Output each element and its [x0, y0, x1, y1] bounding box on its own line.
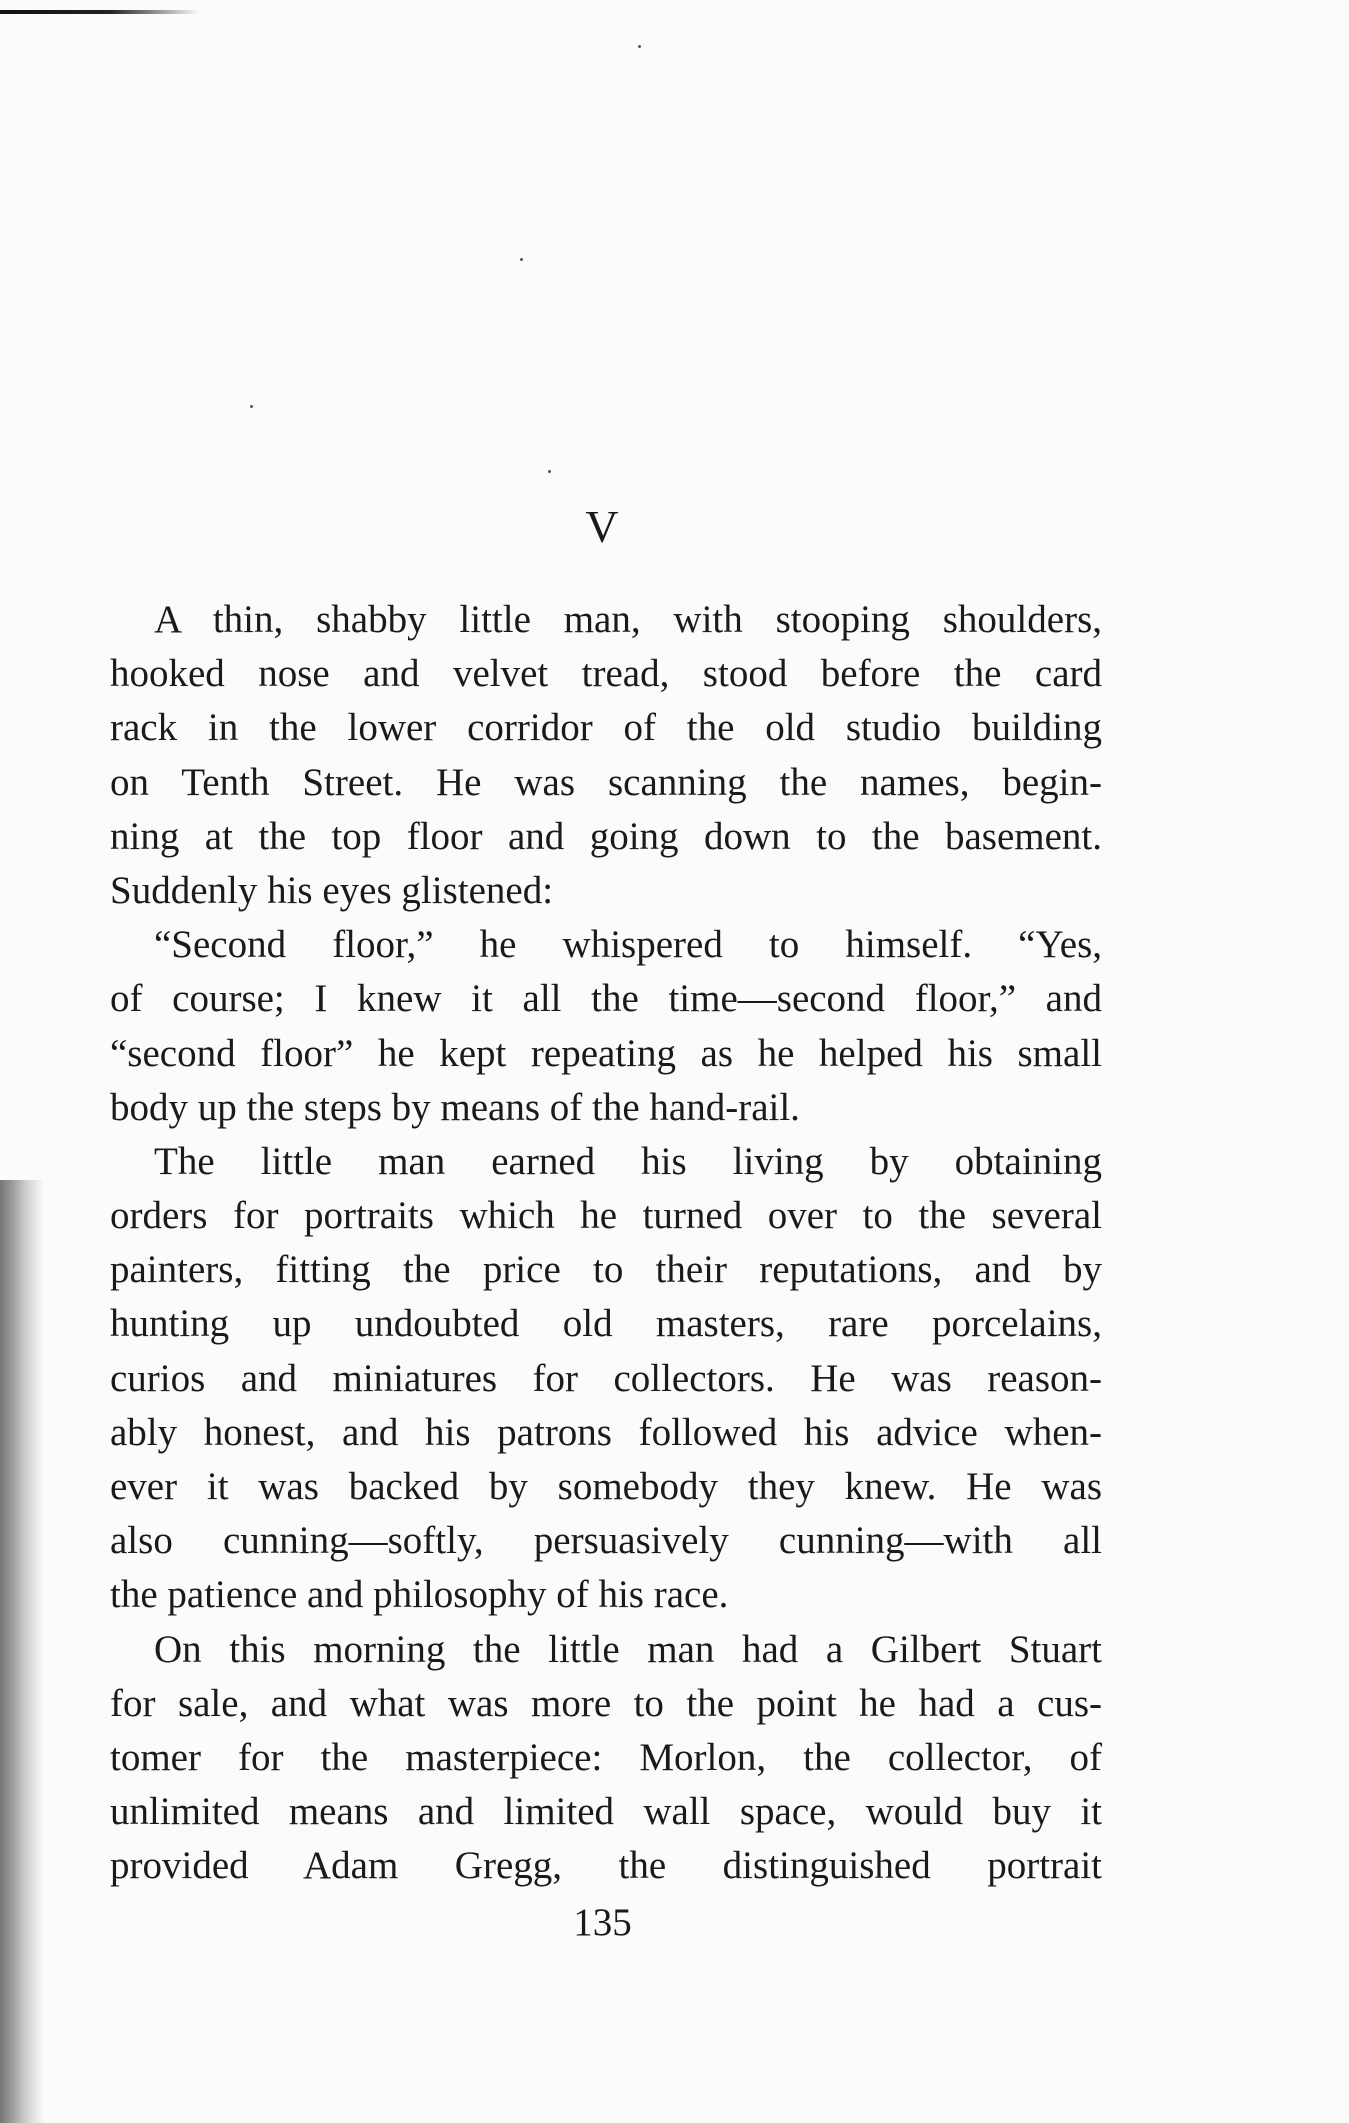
text-line: hooked nose and velvet tread, stood before the card: [110, 652, 1102, 696]
paper-speck: [638, 45, 641, 48]
text-line: “second floor” he kept repeating as he helped his small: [110, 1031, 1102, 1075]
text-line: hunting up undoubted old masters, rare porcelains,: [110, 1302, 1102, 1346]
paragraph: [110, 1135, 1102, 1623]
text-line: provided Adam Gregg, the distinguished portrait: [110, 1844, 1102, 1888]
text-line: curios and miniatures for collectors. He was reason-: [110, 1356, 1102, 1400]
paper-speck: [250, 405, 253, 408]
body-text: [110, 593, 1102, 1894]
chapter-heading: V: [585, 501, 620, 552]
text-line: also cunning—softly, persuasively cunning—with all: [110, 1519, 1102, 1563]
text-line: tomer for the masterpiece: Morlon, the collector, of: [110, 1735, 1102, 1779]
text-line: unlimited means and limited wall space, would buy it: [110, 1790, 1102, 1834]
text-line: The little man earned his living by obtaining: [154, 1139, 1102, 1183]
paper-speck: [548, 470, 551, 473]
text-line: for sale, and what was more to the point he had a cus-: [110, 1681, 1102, 1725]
page-number: 135: [573, 1901, 632, 1944]
text-line: rack in the lower corridor of the old studio building: [110, 706, 1102, 750]
scan-artifact-top: [0, 10, 200, 14]
text-line: “Second floor,” he whispered to himself. “Yes,: [154, 923, 1102, 967]
text-line: A thin, shabby little man, with stooping shoulders,: [154, 598, 1102, 641]
scan-artifact-edge: [0, 1180, 44, 2123]
paper-speck: [520, 258, 523, 261]
text-line: orders for portraits which he turned over to the several: [110, 1194, 1102, 1238]
text-line: ning at the top floor and going down to the basement.: [110, 814, 1102, 858]
text-line: ever it was backed by somebody they knew. He was: [110, 1465, 1102, 1508]
text-line: body up the steps by means of the hand-rail.: [110, 1085, 800, 1129]
text-line: ably honest, and his patrons followed his advice when-: [110, 1410, 1102, 1454]
paragraph: [110, 1623, 1102, 1894]
text-line: On this morning the little man had a Gilbert Stuart: [154, 1627, 1102, 1671]
text-line: Suddenly his eyes glistened:: [110, 868, 554, 912]
text-line: the patience and philosophy of his race.: [110, 1573, 729, 1617]
text-line: painters, fitting the price to their reputations, and by: [110, 1248, 1102, 1292]
paragraph: [110, 918, 1102, 1135]
paragraph: [110, 593, 1102, 918]
text-line: of course; I knew it all the time—second floor,” and: [110, 977, 1102, 1021]
text-line: on Tenth Street. He was scanning the names, begin-: [110, 760, 1102, 804]
